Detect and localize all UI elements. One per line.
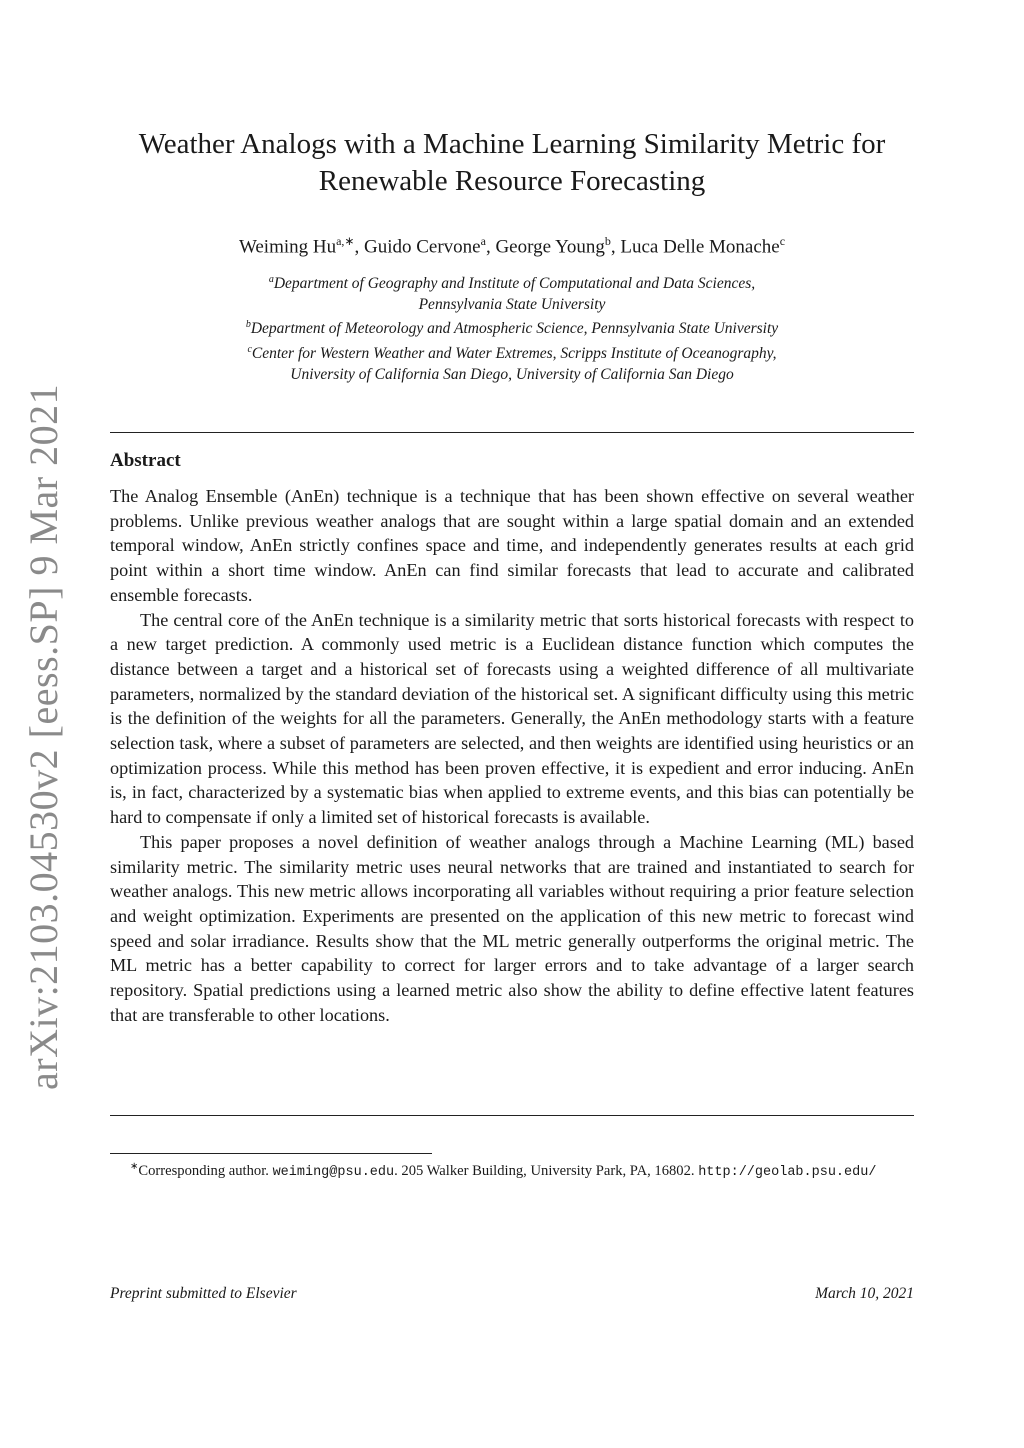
submission-date: March 10, 2021: [815, 1285, 914, 1302]
author-affiliation-mark: a,∗: [336, 234, 355, 248]
abstract-top-rule: [110, 432, 914, 433]
author-name: George Young: [495, 236, 605, 258]
arxiv-identifier-stamp: arXiv:2103.04530v2 [eess.SP] 9 Mar 2021: [21, 383, 66, 1090]
abstract-paragraph-2: The central core of the AnEn technique is a similarity metric that sorts historical forecasts with respect to a new target prediction. A commonly used metric is a Euclidean distance function which computes the distance between a target and a historical set of forecasts using a weighted difference of all multivariate parameters, normalized by the standard deviation of the historical set. A significant difficulty using this metric is the definition of the weights for all the parameters. Generally, the AnEn methodology starts with a feature selection task, where a subset of parameters are selected, and then weights are identified using heuristics or an optimization process. While this method has been proven effective, it is expedient and error inducing. AnEn is, in fact, characterized by a systematic bias when applied to extreme events, and this bias can potentially be hard to compensate if only a limited set of historical forecasts is available.: [110, 609, 914, 828]
title-line-1: Weather Analogs with a Machine Learning Similarity Metric for: [138, 128, 886, 160]
author-affiliation-mark: c: [779, 234, 786, 248]
footnote-mark: ∗: [130, 1161, 139, 1172]
corresponding-author-footnote: [110, 1157, 914, 1183]
abstract-body: [110, 484, 914, 1027]
author-email-link[interactable]: weiming@psu.edu: [272, 1164, 395, 1180]
affiliation-c: $^c$Center for Western Weather and Water Extremes, Scripps Institute of Oceanography,: [247, 344, 777, 363]
footnote-label: Corresponding author.: [138, 1162, 269, 1179]
lab-website-link[interactable]: http://geolab.psu.edu/: [698, 1164, 877, 1180]
abstract-paragraph-3: This paper proposes a novel definition of weather analogs through a Machine Learning (ML) based similarity metric. The similarity metric uses neural networks that are trained and instantiated to search for weather analogs. This new metric allows incorporating all variables without requiring a prior feature selection and weight optimization. Experiments are presented on the application of this new metric to forecast wind speed and solar irradiance. Results show that the ML metric generally outperforms the original metric. The ML metric has a better capability to correct for larger errors and to take advantage of a larger search repository. Spatial predictions using a learned metric also show the ability to define effective latent features that are transferable to other locations.: [110, 831, 914, 1025]
author-name: Guido Cervone: [364, 236, 481, 258]
affiliation-a: $^a$Department of Geography and Institute of Computational and Data Sciences,: [268, 274, 756, 293]
affiliations: [110, 270, 914, 385]
author-name: Weiming Hu: [238, 236, 337, 258]
author-affiliation-mark: a: [480, 234, 486, 248]
abstract-heading: Abstract: [110, 450, 181, 471]
title-line-2: Renewable Resource Forecasting: [318, 165, 706, 197]
preprint-notice: Preprint submitted to Elsevier: [110, 1285, 297, 1302]
author-name: Luca Delle Monache: [620, 236, 780, 258]
footnote-rule: [110, 1153, 432, 1154]
affiliation-b: $^b$Department of Meteorology and Atmospheric Science, Pennsylvania State University: [245, 319, 779, 338]
paper-title: [110, 126, 914, 200]
abstract-paragraph-1: The Analog Ensemble (AnEn) technique is a technique that has been shown effective on several weather problems. Unlike previous weather analogs that are sought within a large spatial domain and an extended temporal window, AnEn strictly confines space and time, and independently generates results at each grid point within a short time window. AnEn can find similar forecasts that lead to accurate and calibrated ensemble forecasts.: [110, 486, 914, 605]
affiliation-c-continued: University of California San Diego, University of California San Diego: [290, 365, 734, 383]
abstract-bottom-rule: [110, 1115, 914, 1116]
author-list: Weiming $Hu^{a,∗}$, Guido Cervone$^a$, George Young$^b$, Luca Delle Monache$^c$: [238, 234, 786, 258]
footnote-address: . 205 Walker Building, University Park, PA, 16802.: [394, 1162, 695, 1179]
author-affiliation-mark: b: [604, 234, 611, 248]
affiliation-a-continued: Pennsylvania State University: [418, 295, 606, 313]
